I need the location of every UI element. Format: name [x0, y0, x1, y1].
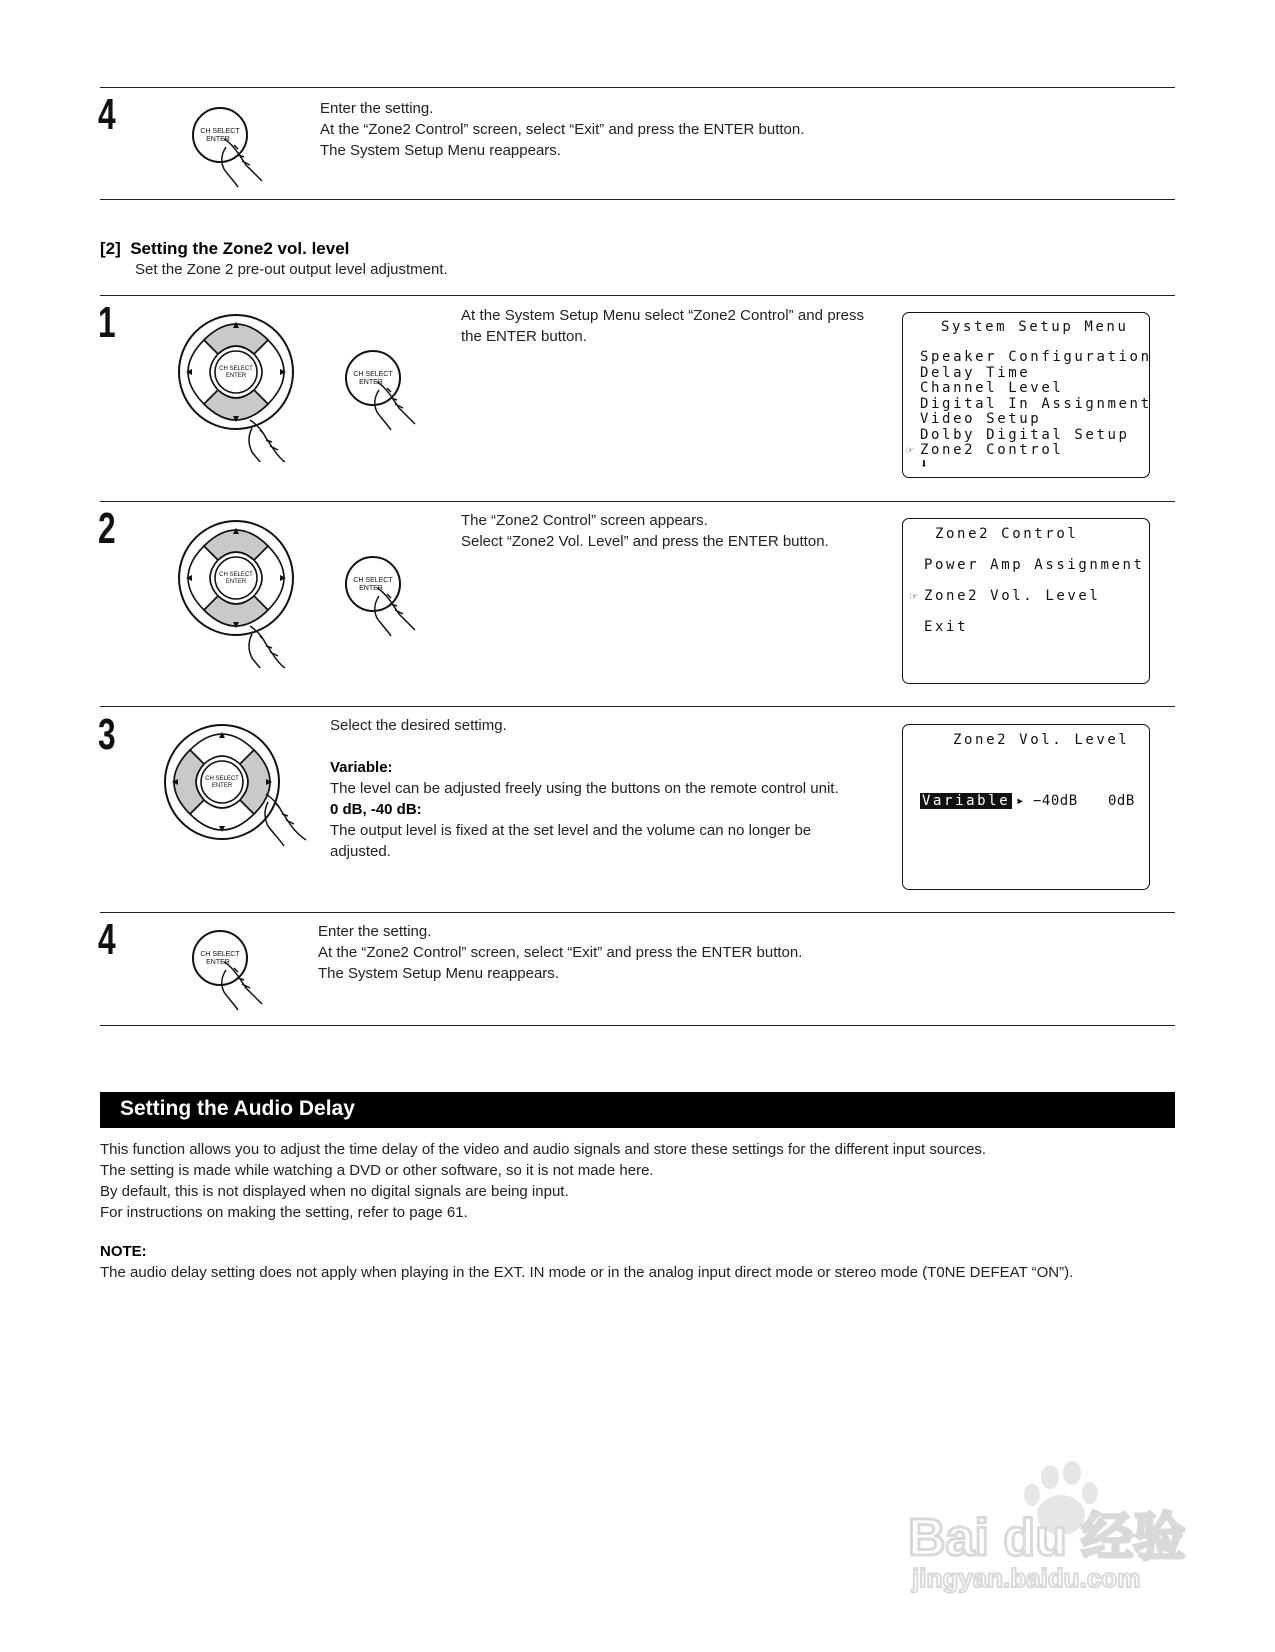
step-line: At the “Zone2 Control” screen, select “Exit” and press the ENTER button. — [318, 944, 803, 961]
rule — [100, 501, 1175, 502]
osd-item: Digital In Assignment — [920, 396, 1152, 412]
osd-item-selected: Zone2 Vol. Level — [924, 588, 1101, 604]
note-label: NOTE: — [100, 1243, 147, 1260]
section-body — [100, 1139, 1180, 1283]
step-line: The System Setup Menu reappears. — [320, 142, 561, 159]
osd-item: Channel Level — [920, 380, 1064, 396]
enter-button-icon — [180, 918, 280, 1018]
osd-screen-zone2-control — [902, 518, 1150, 684]
rule — [100, 1025, 1175, 1026]
baidu-watermark — [900, 1455, 1200, 1595]
osd-title: System Setup Menu — [941, 319, 1129, 335]
step-line: At the “Zone2 Control” screen, select “Exit” and press the ENTER button. — [320, 121, 805, 138]
osd-item: Video Setup — [920, 411, 1042, 427]
osd-title: Zone2 Control — [935, 526, 1079, 542]
scroll-down-icon: ⬇ — [920, 457, 928, 472]
rule — [100, 295, 1175, 296]
section-title: Setting the Audio Delay — [120, 1097, 355, 1120]
enter-button-icon — [180, 95, 280, 195]
section-heading: [2] Setting the Zone2 vol. level — [100, 239, 350, 258]
paragraph: The setting is made while watching a DVD or other software, so it is not made here. — [100, 1162, 654, 1179]
osd-screen-system-setup — [902, 312, 1150, 478]
step-line: Select “Zone2 Vol. Level” and press the ENTER button. — [461, 533, 829, 550]
enter-button-icon — [333, 338, 433, 438]
osd-option: −40dB — [1033, 793, 1078, 809]
option-desc: The level can be adjusted freely using the buttons on the remote control unit. — [330, 780, 839, 797]
paragraph: This function allows you to adjust the time delay of the video and audio signals and store these settings for the different input sources. — [100, 1141, 987, 1158]
osd-arrow-icon: ▸ — [1016, 793, 1025, 809]
step-text — [330, 715, 870, 862]
step-line: Select the desired settimg. — [330, 717, 507, 734]
option-label: 0 dB, -40 dB: — [330, 801, 422, 818]
step-line: Enter the setting. — [318, 923, 432, 940]
osd-item: Speaker Configuration — [920, 349, 1152, 365]
watermark-brand: Bai du 经验 — [908, 1509, 1186, 1567]
note-text: The audio delay setting does not apply when playing in the EXT. IN mode or in the analog input direct mode or stereo mode (T0NE DEFEAT “ON”). — [100, 1264, 1074, 1281]
section-subtitle: Set the Zone 2 pre-out output level adjustment. — [135, 261, 448, 278]
step-number: 4 — [98, 915, 115, 964]
osd-item: Delay Time — [920, 365, 1031, 381]
paragraph: By default, this is not displayed when no digital signals are being input. — [100, 1183, 569, 1200]
step-text — [318, 921, 918, 984]
osd-item: Exit — [924, 619, 969, 635]
rule — [100, 199, 1175, 200]
osd-selected-option: Variable — [922, 793, 1011, 809]
osd-item-selected: Zone2 Control — [920, 442, 1064, 458]
step-number: 1 — [98, 298, 115, 347]
dpad-icon — [176, 312, 296, 462]
dpad-icon — [162, 722, 322, 872]
dpad-icon — [176, 518, 296, 668]
step-text — [461, 510, 864, 552]
osd-title: Zone2 Vol. Level — [953, 732, 1130, 748]
top-rule — [100, 87, 1175, 88]
osd-item: Power Amp Assignment — [924, 557, 1145, 573]
rule — [100, 912, 1175, 913]
section-title-bar — [100, 1092, 1175, 1128]
osd-item: Dolby Digital Setup — [920, 427, 1130, 443]
step-number: 3 — [98, 710, 115, 759]
option-label: Variable: — [330, 759, 393, 776]
option-desc: The output level is fixed at the set level and the volume can no longer be adjusted. — [330, 822, 812, 860]
osd-cursor-icon: ☞ — [910, 589, 918, 603]
osd-option: 0dB — [1108, 793, 1135, 809]
step-line: Enter the setting. — [320, 100, 434, 117]
rule — [100, 706, 1175, 707]
osd-cursor-icon: ☞ — [906, 443, 914, 457]
step-line: The System Setup Menu reappears. — [318, 965, 559, 982]
paragraph: For instructions on making the setting, refer to page 61. — [100, 1204, 468, 1221]
step-number: 4 — [98, 90, 115, 139]
step-text — [320, 98, 920, 161]
enter-button-icon — [333, 544, 433, 644]
step-text: At the System Setup Menu select “Zone2 Control” and press the ENTER button. — [461, 307, 864, 345]
osd-screen-zone2-vol-level — [902, 724, 1150, 890]
step-line: The “Zone2 Control” screen appears. — [461, 512, 708, 529]
watermark-url: jingyan.baidu.com — [912, 1563, 1141, 1593]
step-number: 2 — [98, 504, 115, 553]
